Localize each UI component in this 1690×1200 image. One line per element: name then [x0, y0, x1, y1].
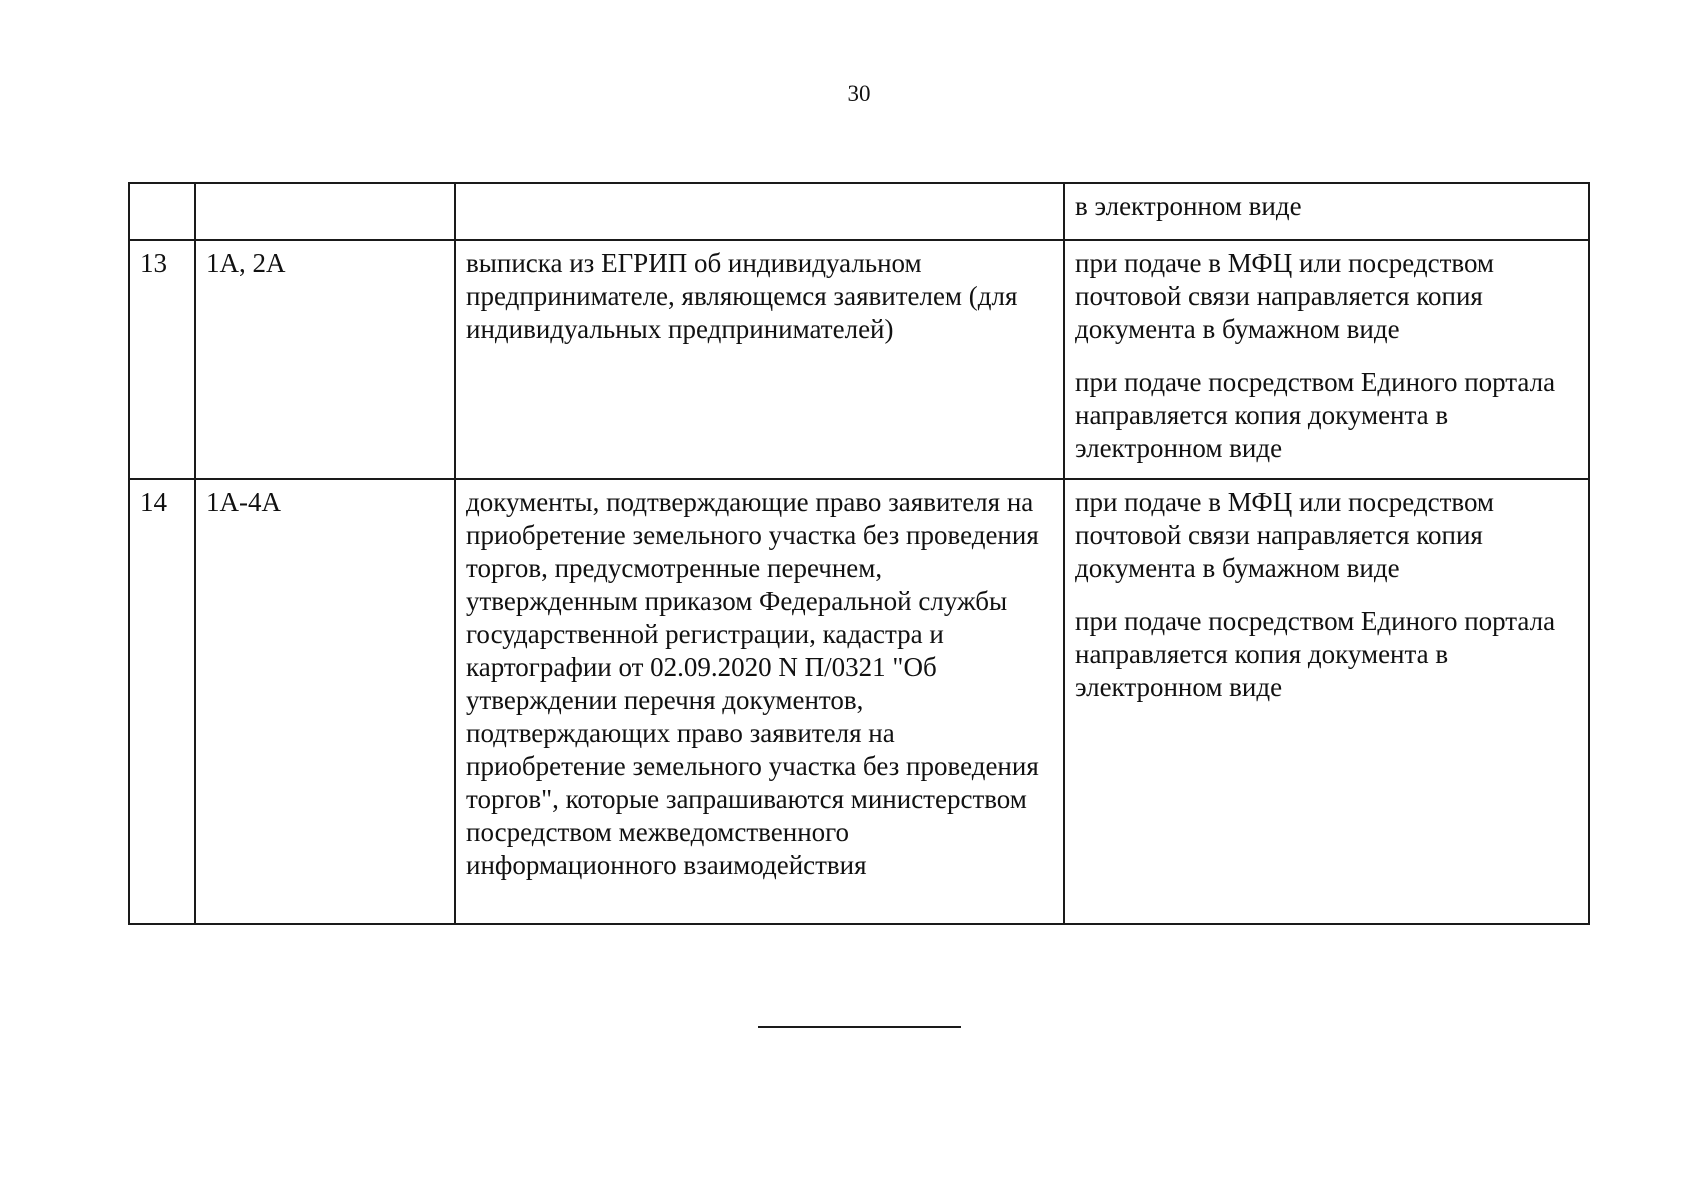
cell-submission-notes: [1064, 479, 1589, 924]
page-number: 30: [847, 81, 871, 106]
note-paragraph-electronic: при подаче посредством Единого портала направляется копия документа в электронном виде: [1075, 367, 1556, 463]
table-row-14: [129, 479, 1589, 924]
cell-submission-notes: [1064, 183, 1589, 240]
note-paragraph-paper: при подаче в МФЦ или посредством почтовой связи направляется копия документа в бумажном виде: [1075, 248, 1495, 344]
cell-row-number: 13: [129, 240, 195, 479]
cell-section-code: 1А-4А: [195, 479, 455, 924]
table-row-13: [129, 240, 1589, 479]
note-paragraph-paper: при подаче в МФЦ или посредством почтовой связи направляется копия документа в бумажном виде: [1075, 487, 1495, 583]
cell-section-code: [195, 183, 455, 240]
cell-document-description: выписка из ЕГРИП об индивидуальном предпринимателе, являющемся заявителем (для индивидуальных предпринимателей): [455, 240, 1064, 479]
note-paragraph: в электронном виде: [1075, 191, 1302, 221]
cell-row-number: [129, 183, 195, 240]
cell-section-code: 1А, 2А: [195, 240, 455, 479]
cell-document-description: [455, 183, 1064, 240]
cell-row-number: 14: [129, 479, 195, 924]
note-paragraph-electronic: при подаче посредством Единого портала направляется копия документа в электронном виде: [1075, 606, 1556, 702]
cell-submission-notes: [1064, 240, 1589, 479]
documents-table: [128, 182, 1590, 925]
cell-document-description: документы, подтверждающие право заявителя на приобретение земельного участка без проведения торгов, предусмотренные перечнем, утвержденным приказом Федеральной службы государственной регистрации, кадастра и картографии от 02.09.2020 N П/0321 "Об утверждении перечня документов, подтверждающих право заявителя на приобретение земельного участка без проведения торгов", которые запрашиваются министерством посредством межведомственного информационного взаимодействия: [455, 479, 1064, 924]
closing-separator-line: [758, 1026, 961, 1028]
table-row-continuation: [129, 183, 1589, 240]
